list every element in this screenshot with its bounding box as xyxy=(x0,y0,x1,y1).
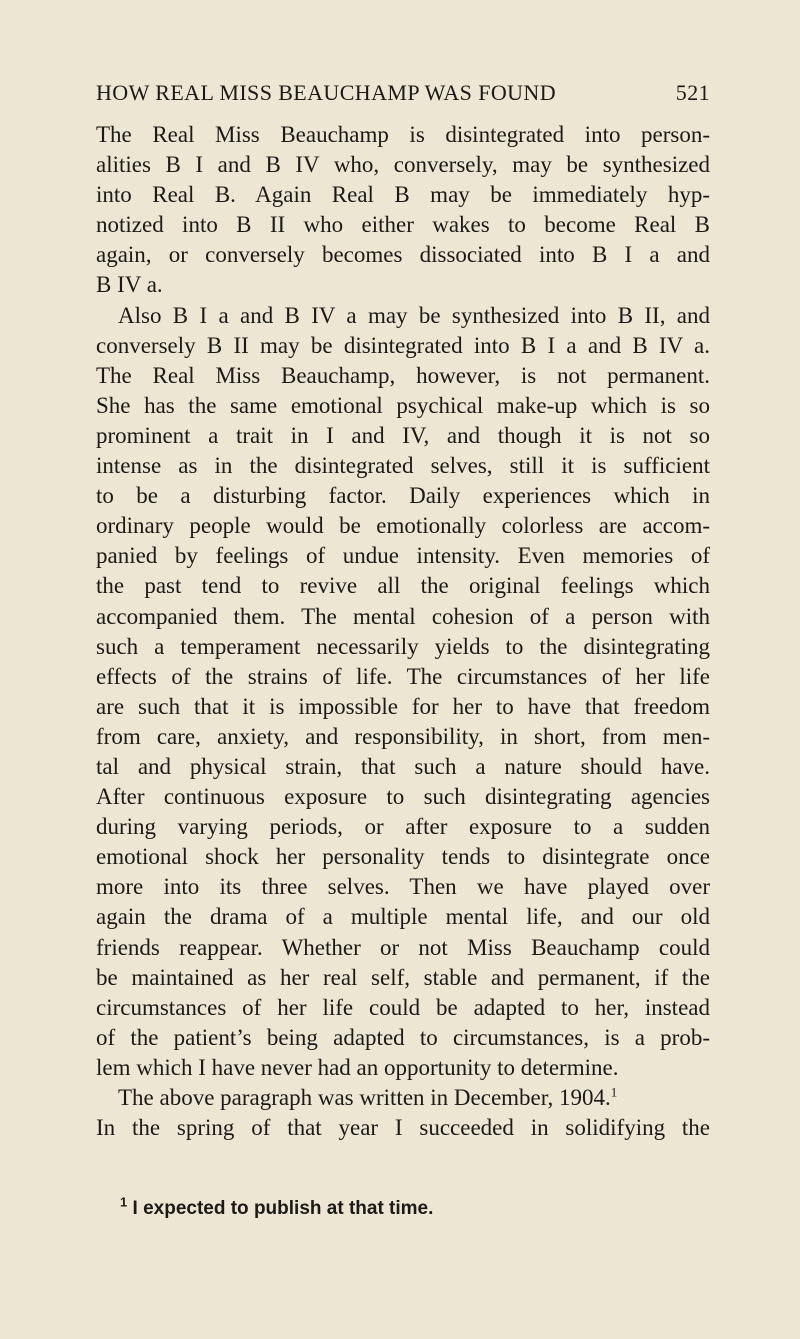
text-line: ordinary people would be emotionally colorless are accom- xyxy=(96,513,710,539)
running-title: HOW REAL MISS BEAUCHAMP WAS FOUND xyxy=(96,80,556,105)
text-line: during varying periods, or after exposure to a sudden xyxy=(96,814,710,840)
text-line: tal and physical strain, that such a nature should have. xyxy=(96,753,710,779)
text-line: again the drama of a multiple mental life, and our old xyxy=(96,904,710,930)
text-line: prominent a trait in I and IV, and though it is not so xyxy=(96,422,710,448)
text-line: The above paragraph was written in December, 1904. xyxy=(118,1085,611,1110)
footnote xyxy=(120,1194,640,1220)
text-line: B IV a. xyxy=(96,272,163,298)
text-line: After continuous exposure to such disintegrating agencies xyxy=(96,784,710,810)
page-number: 521 xyxy=(675,80,710,105)
text-line: lem which I have never had an opportunity to determine. xyxy=(96,1054,619,1080)
text-line: from care, anxiety, and responsibility, in short, from men- xyxy=(96,723,710,749)
footnote-marker: 1 xyxy=(120,1194,128,1210)
text-line: again, or conversely becomes dissociated into B I a and xyxy=(96,242,710,268)
text-line: conversely B II may be disintegrated into B I a and B IV a. xyxy=(96,332,710,358)
running-header xyxy=(96,80,710,120)
text-line: the past tend to revive all the original feelings which xyxy=(96,573,710,599)
text-line: such a temperament necessarily yields to the disintegrating xyxy=(96,633,710,659)
body-text xyxy=(96,120,710,1143)
text-line: circumstances of her life could be adapted to her, instead xyxy=(96,994,710,1020)
text-line: panied by feelings of undue intensity. Even memories of xyxy=(96,543,710,569)
footnote-reference: 1 xyxy=(610,1084,618,1100)
text-line: into Real B. Again Real B may be immediately hyp- xyxy=(96,182,710,208)
text-line: effects of the strains of life. The circumstances of her life xyxy=(96,663,710,689)
text-line: The Real Miss Beauchamp, however, is not permanent. xyxy=(96,362,710,388)
text-line: be maintained as her real self, stable and permanent, if the xyxy=(96,964,710,990)
text-line: of the patient’s being adapted to circumstances, is a prob- xyxy=(96,1024,710,1050)
text-line: more into its three selves. Then we have played over xyxy=(96,874,710,900)
text-line: are such that it is impossible for her to have that freedom xyxy=(96,693,710,719)
footnote-text: I expected to publish at that time. xyxy=(132,1198,434,1219)
text-line: Also B I a and B IV a may be synthesized into B II, and xyxy=(118,302,710,328)
text-line: friends reappear. Whether or not Miss Beauchamp could xyxy=(96,934,710,960)
text-line: accompanied them. The mental cohesion of a person with xyxy=(96,603,710,629)
text-line-with-footnote-ref xyxy=(96,1083,710,1113)
text-line: She has the same emotional psychical make-up which is so xyxy=(96,392,710,418)
text-line: alities B I and B IV who, conversely, may be synthesized xyxy=(96,152,710,178)
text-line: In the spring of that year I succeeded in solidifying the xyxy=(96,1115,710,1141)
text-line: emotional shock her personality tends to disintegrate once xyxy=(96,844,710,870)
text-line: notized into B II who either wakes to become Real B xyxy=(96,212,710,238)
text-line: to be a disturbing factor. Daily experiences which in xyxy=(96,483,710,509)
text-line: intense as in the disintegrated selves, still it is sufficient xyxy=(96,453,710,479)
text-line: The Real Miss Beauchamp is disintegrated into person- xyxy=(96,122,710,147)
